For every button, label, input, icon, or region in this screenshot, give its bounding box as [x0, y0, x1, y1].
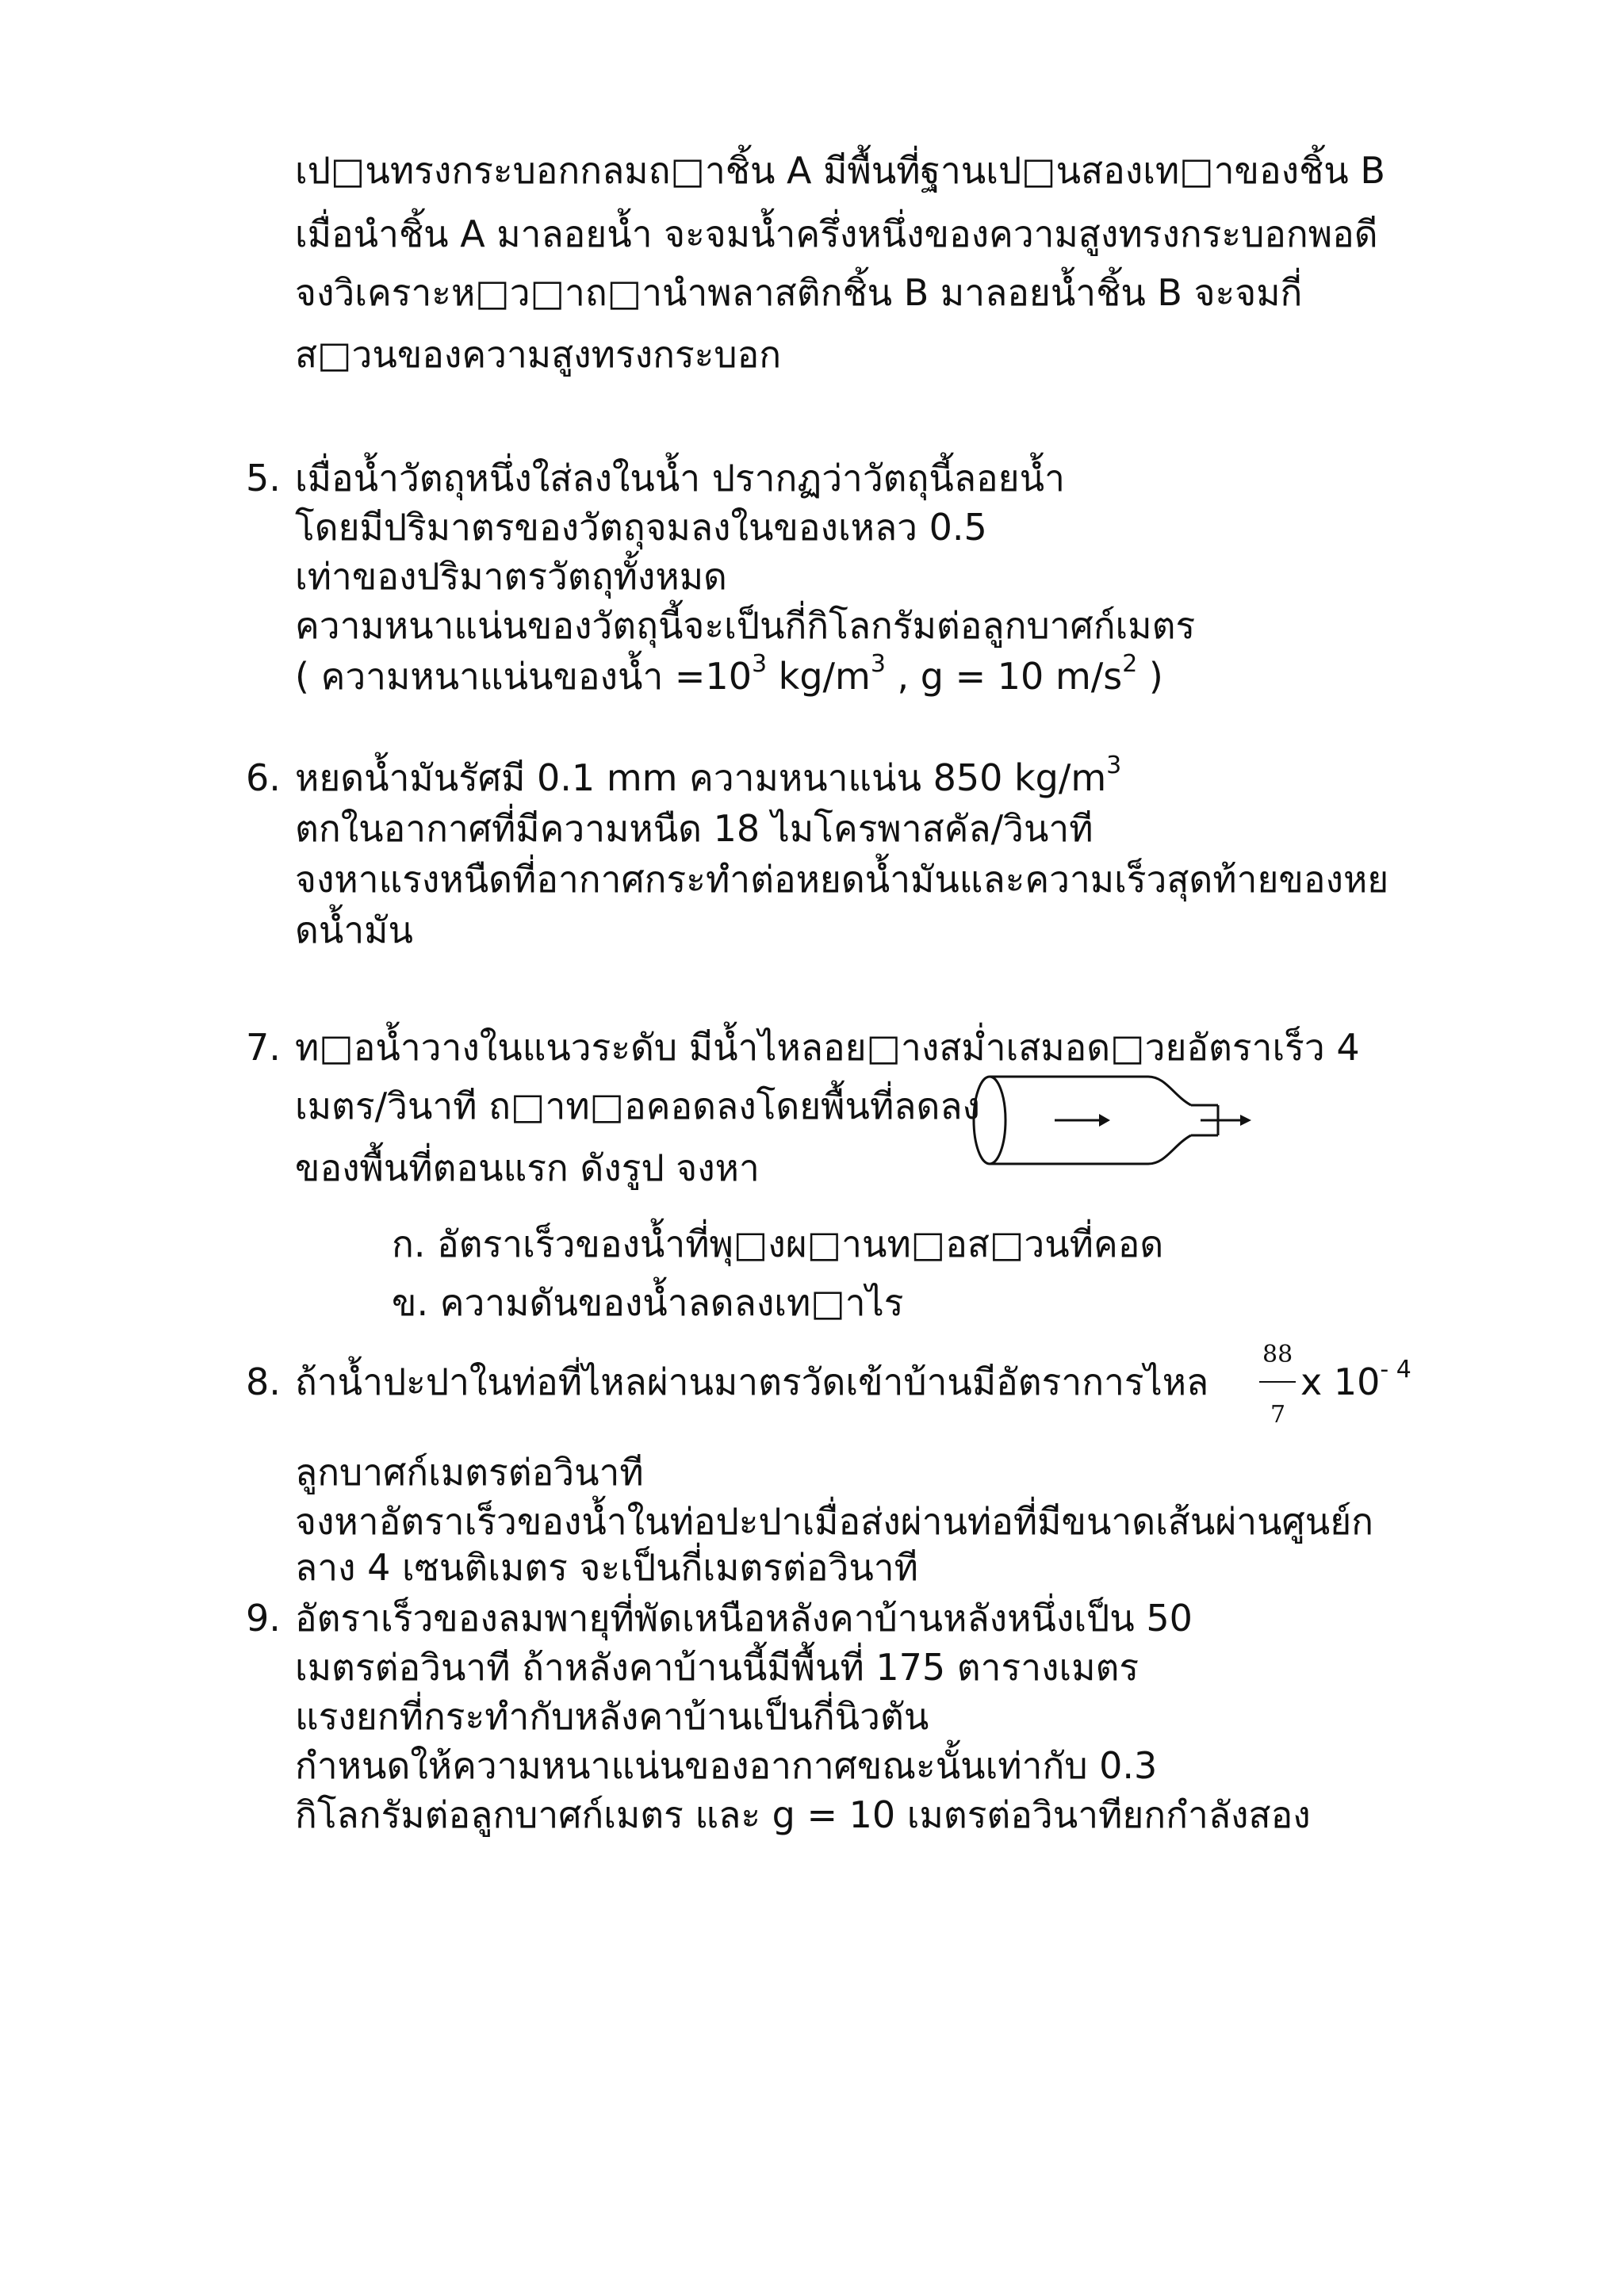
q5-line-3: เท่าของปริมาตรวัตถุทั้งหมด [295, 555, 727, 598]
q9-number: 9. [246, 1597, 281, 1640]
q6-line-3: จงหาแรงหนืดที่อากาศกระทำต่อหยดน้ำมันและความเร็วสุดท้ายของหย [295, 858, 1389, 901]
pipe-constriction-diagram [966, 1062, 1267, 1181]
intro-line-2: เมื่อนำชิ้น A มาลอยน้ำ จะจมน้ำครึ่งหนึ่งของความสูงทรงกระบอกพอดี [295, 212, 1378, 255]
q5-line-4: ความหนาแน่นของวัตถุนี้จะเป็นกี่กิโลกรัมต่อลูกบาศก์เมตร [295, 604, 1196, 647]
q8-exponent: - 4 [1380, 1356, 1411, 1383]
q6-number: 6. [246, 756, 281, 799]
q5-given [295, 650, 1163, 698]
q7-number: 7. [246, 1026, 281, 1069]
q5-given-b: kg/m [767, 655, 871, 698]
q8-line-1: ถ้าน้ำปะปาในท่อที่ไหลผ่านมาตรวัดเข้าบ้านมีอัตราการไหล [295, 1360, 1209, 1403]
q5-number: 5. [246, 457, 281, 499]
intro-line-3: จงวิเคราะห□ว□าถ□านำพลาสติกชิ้น B มาลอยน้ำชิ้น B จะจมกี่ [295, 271, 1303, 314]
intro-line-4: ส□วนของความสูงทรงกระบอก [295, 333, 782, 376]
q5-line-2: โดยมีปริมาตรของวัตถุจมลงในของเหลว 0.5 [295, 506, 987, 549]
q7-line-1: ท□อน้ำวางในแนวระดับ มีน้ำไหลอย□างสม่ำเสมอด□วยอัตราเร็ว 4 [295, 1026, 1360, 1069]
q6-line-2: ตกในอากาศที่มีความหนืด 18 ไมโครพาสคัล/วินาที [295, 807, 1094, 850]
q9-line-3: แรงยกที่กระทำกับหลังคาบ้านเป็นกี่นิวตัน [295, 1695, 929, 1738]
intro-line-1: เป□นทรงกระบอกกลมถ□าชิ้น A มีพื้นที่ฐานเป□นสองเท□าของชิ้น B [295, 149, 1385, 192]
q8-line-2: ลูกบาศก์เมตรต่อวินาที [295, 1451, 644, 1494]
q7-line-3: ของพื้นที่ตอนแรก ดังรูป จงหา [295, 1146, 760, 1189]
q6-line-1 [295, 752, 1122, 799]
q8-times-ten: x 10 [1300, 1360, 1381, 1403]
q6-line-4: ดน้ำมัน [295, 909, 413, 951]
q5-given-d: ) [1137, 655, 1163, 698]
q9-line-4: กำหนดให้ความหนาแน่นของอากาศขณะนั้นเท่ากับ 0.3 [295, 1744, 1158, 1787]
q9-line-1: อัตราเร็วของลมพายุที่พัดเหนือหลังคาบ้านหลังหนึ่งเป็น 50 [295, 1597, 1193, 1640]
q8-fraction-numerator: 88 [1262, 1341, 1293, 1368]
q6-line-1-text: หยดน้ำมันรัศมี 0.1 mm ความหนาแน่น 850 kg/m [295, 756, 1107, 799]
q8-line-3: จงหาอัตราเร็วของน้ำในท่อปะปาเมื่อส่งผ่านท่อที่มีขนาดเส้นผ่านศูนย์ก [295, 1500, 1374, 1543]
q9-line-5: กิโลกรัมต่อลูกบาศก์เมตร และ g = 10 เมตรต่อวินาทียกกำลังสอง [295, 1793, 1311, 1836]
q7-sub-b: ข. ความดันของน้ำลดลงเท□าไร [392, 1281, 904, 1324]
q5-given-a-sup: 3 [751, 650, 768, 678]
q5-given-c-sup: 2 [1122, 650, 1138, 678]
q8-fraction-bar [1259, 1381, 1296, 1383]
q5-given-b-sup: 3 [870, 650, 886, 678]
q7-line-2: เมตร/วินาที ถ□าท□อคอดลงโดยพื้นที่ลดลง [295, 1085, 980, 1127]
q6-line-1-sup: 3 [1106, 752, 1122, 779]
q5-given-c: , g = 10 m/s [885, 655, 1123, 698]
q8-number: 8. [246, 1360, 281, 1403]
q5-line-1: เมื่อน้ำวัตถุหนึ่งใส่ลงในน้ำ ปรากฏว่าวัตถุนี้ลอยน้ำ [295, 457, 1065, 499]
q9-line-2: เมตรต่อวินาที ถ้าหลังคาบ้านนี้มีพื้นที่ 175 ตารางเมตร [295, 1646, 1139, 1689]
q8-power [1300, 1356, 1411, 1403]
q5-given-a: ( ความหนาแน่นของน้ำ =10 [295, 655, 752, 698]
q8-line-4: ลาง 4 เซนติเมตร จะเป็นกี่เมตรต่อวินาที [295, 1546, 918, 1589]
q7-sub-a: ก. อัตราเร็วของน้ำที่พุ□งผ□านท□อส□วนที่คอด [392, 1223, 1164, 1265]
q8-fraction-denominator: 7 [1270, 1401, 1286, 1429]
